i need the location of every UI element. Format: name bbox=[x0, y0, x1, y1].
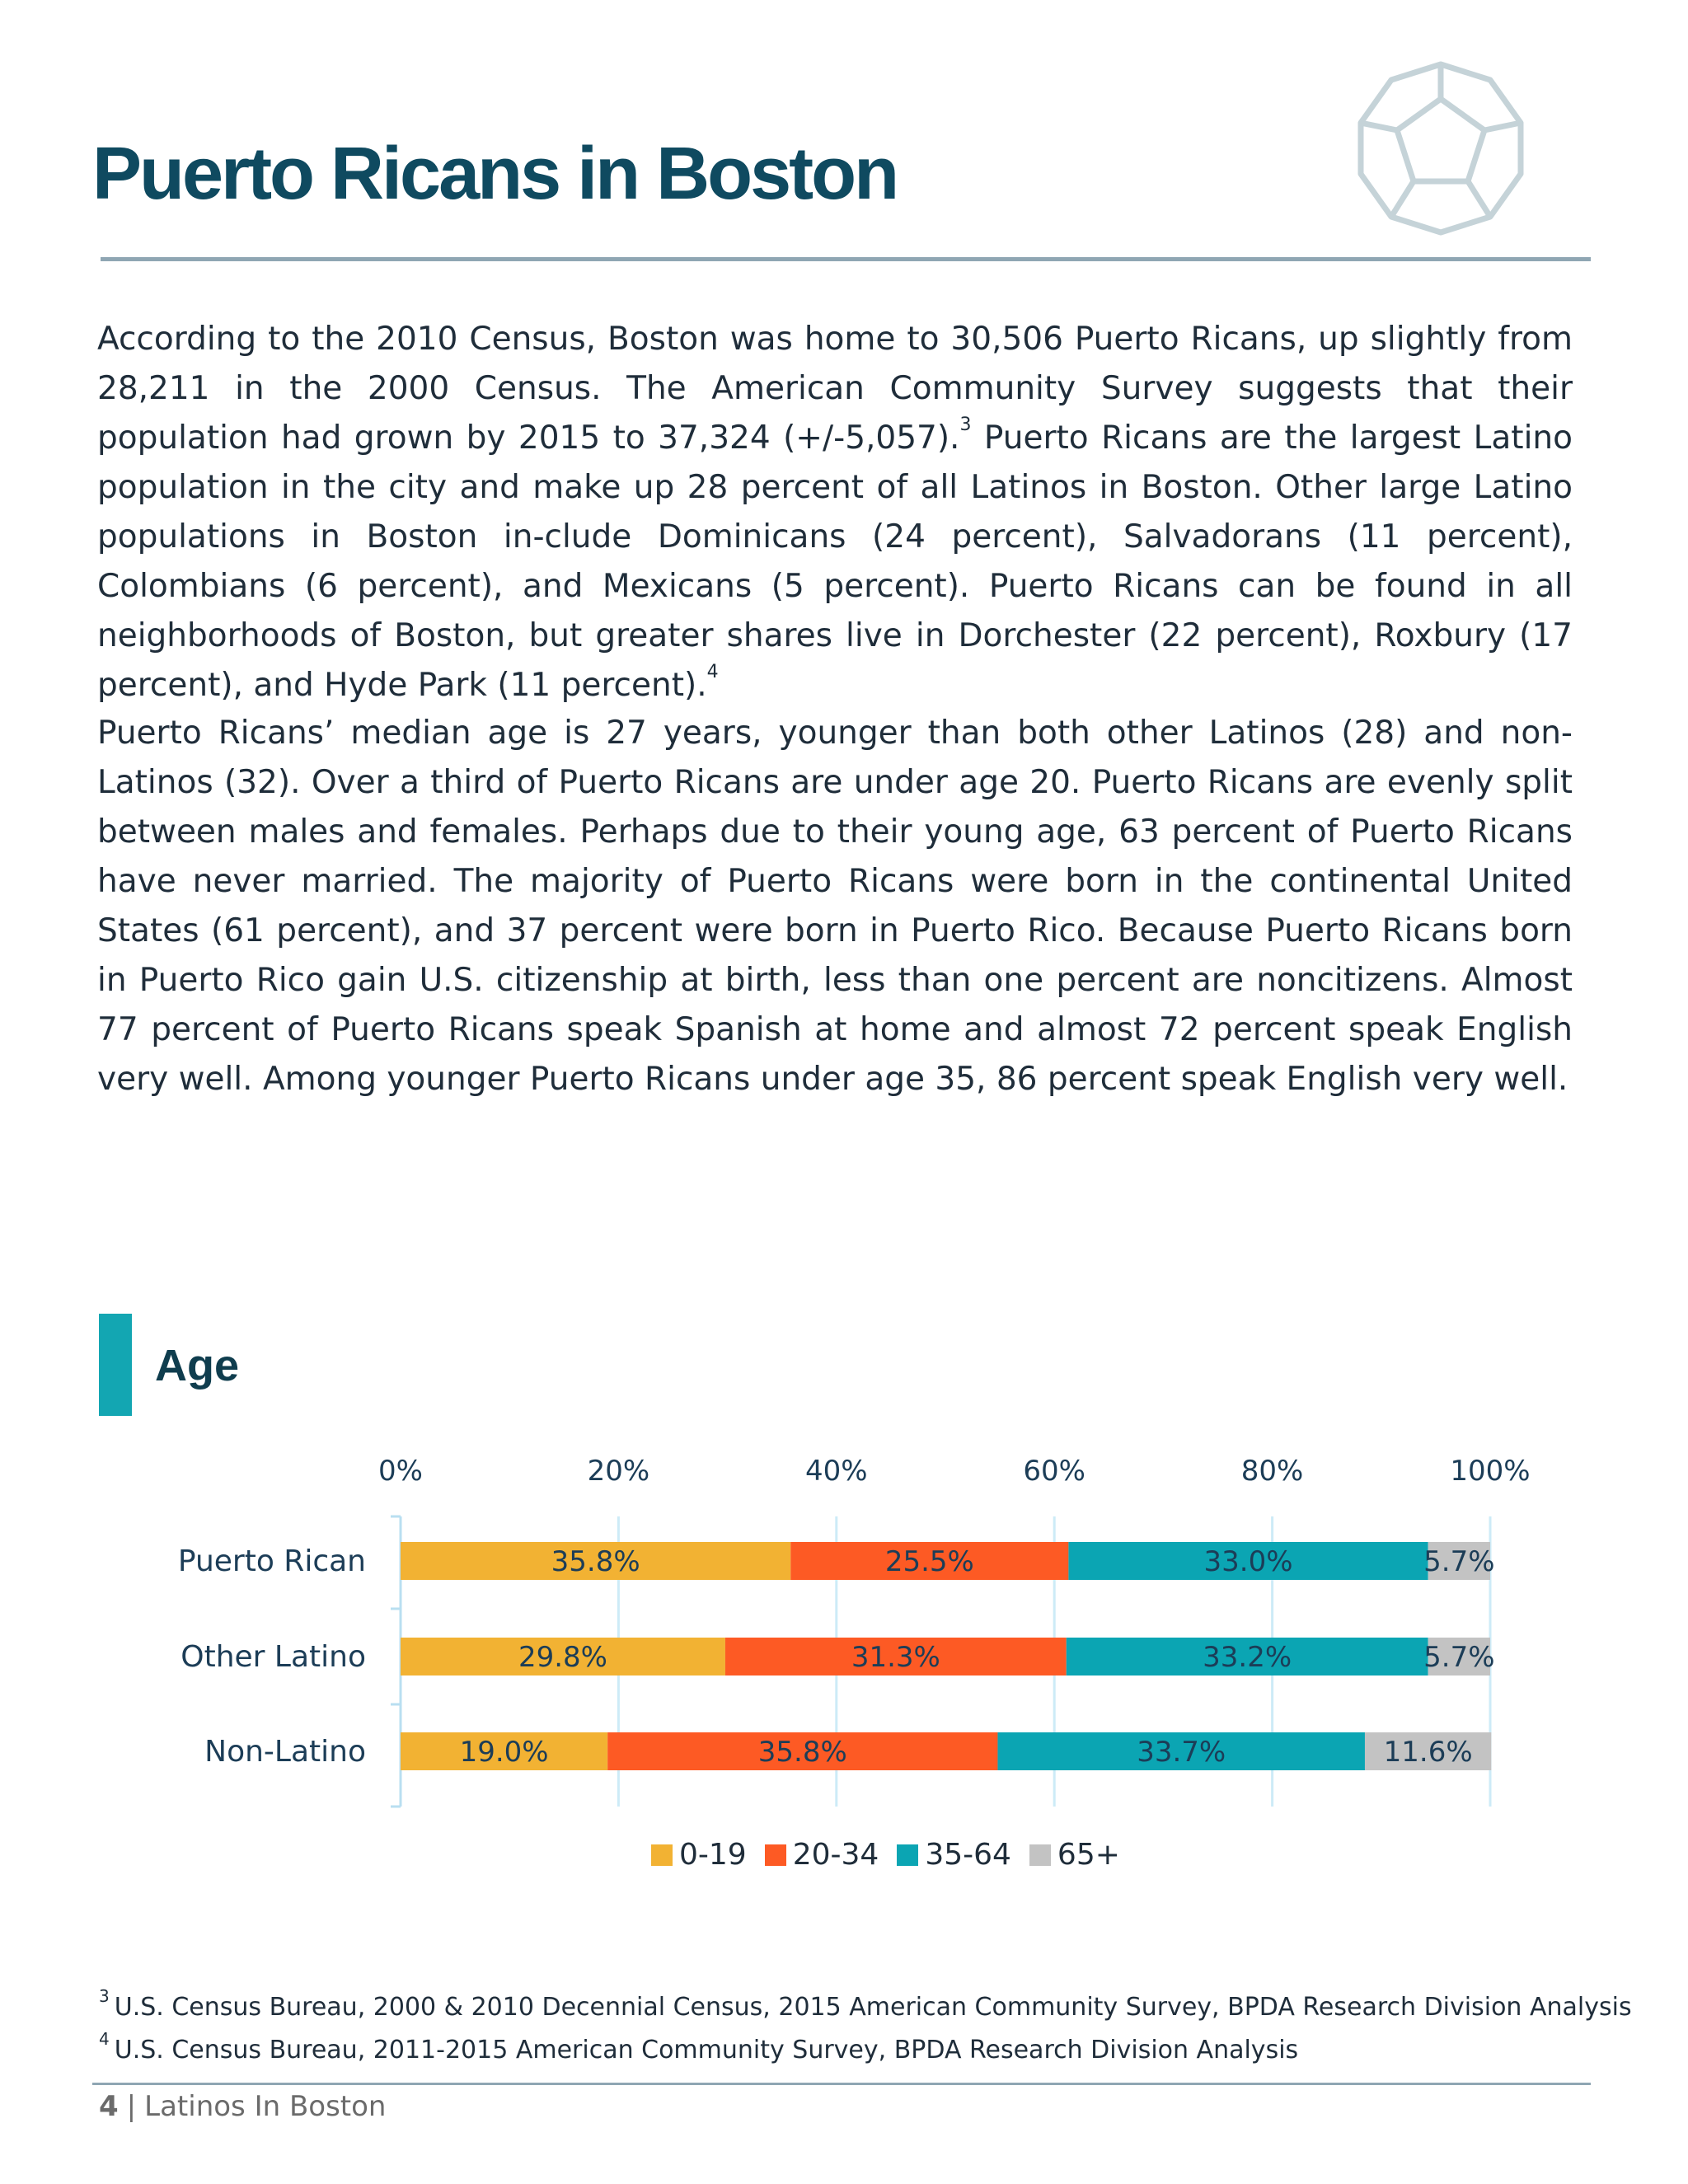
legend-swatch bbox=[1029, 1844, 1051, 1866]
legend-item bbox=[651, 1838, 747, 1872]
data-label: 29.8% bbox=[518, 1641, 607, 1674]
legend-label: 35-64 bbox=[925, 1838, 1011, 1872]
data-label: 33.0% bbox=[1203, 1545, 1293, 1578]
x-tick-label: 20% bbox=[587, 1455, 650, 1488]
x-tick-label: 60% bbox=[1023, 1455, 1085, 1488]
legend-label: 0-19 bbox=[679, 1838, 747, 1872]
category-label: Puerto Rican bbox=[177, 1544, 366, 1578]
legend-item bbox=[765, 1838, 879, 1872]
page-title: Puerto Ricans in Boston bbox=[92, 133, 898, 215]
footnote-ref-4[interactable]: 4 bbox=[706, 662, 719, 682]
intro-text-part2: Puerto Ricans are the largest Latino population in the city and make up 28 percent of all Latinos in Boston. Other large Latino populations in Boston in-clude Dominicans (24 percent), Salvadorans (11 percent), Colombians (6 percent), and Mexicans (5 percent). Puerto Ricans can be found in all neighborhoods of Boston, but greater shares live in Dorchester (22 percent), Roxbury (17 percent), and Hyde Park (11 percent). bbox=[97, 419, 1573, 704]
legend-swatch bbox=[765, 1844, 786, 1866]
data-label: 25.5% bbox=[884, 1545, 974, 1578]
x-tick-label: 40% bbox=[805, 1455, 868, 1488]
legend-swatch bbox=[897, 1844, 918, 1866]
footnotes bbox=[99, 1986, 1632, 2072]
data-label: 11.6% bbox=[1383, 1736, 1473, 1769]
legend-swatch bbox=[651, 1844, 673, 1866]
section-title: Age bbox=[155, 1341, 240, 1390]
legend-label: 65+ bbox=[1057, 1838, 1120, 1872]
footnote-ref-3[interactable]: 3 bbox=[959, 415, 972, 435]
legend-item bbox=[1029, 1838, 1120, 1872]
data-label: 33.2% bbox=[1203, 1641, 1292, 1674]
legend-item bbox=[897, 1838, 1011, 1872]
data-label: 35.8% bbox=[757, 1736, 847, 1769]
footnote: $^3$ U.S. Census Bureau, 2000 & 2010 Decennial Census, 2015 American Community Survey, BPDA Research Division Analysis bbox=[99, 1986, 1632, 2022]
data-label: 31.3% bbox=[851, 1641, 940, 1674]
data-label: 35.8% bbox=[551, 1545, 640, 1578]
age-paragraph: Puerto Ricans’ median age is 27 years, younger than both other Latinos (28) and non-Latinos (32). Over a third of Puerto Ricans are under age 20. Puerto Ricans are evenly split between males and females. Perhaps due to their young age, 63 percent of Puerto Ricans have never married. The majority of Puerto Ricans were born in the continental United States (61 percent), and 37 percent were born in Puerto Rico. Because Puerto Ricans born in Puerto Rico gain U.S. citizenship at birth, less than one percent are noncitizens. Almost 77 percent of Puerto Ricans speak Spanish at home and almost 72 percent speak English very well. Among younger Puerto Ricans under age 35, 86 percent speak English very well. bbox=[97, 715, 1573, 1098]
data-label: 5.7% bbox=[1423, 1641, 1495, 1674]
page-number: 4 bbox=[99, 2090, 119, 2123]
legend-label: 20-34 bbox=[792, 1838, 879, 1872]
x-tick-label: 100% bbox=[1450, 1455, 1531, 1488]
footer-divider bbox=[92, 2083, 1591, 2085]
category-label: Non-Latino bbox=[204, 1735, 366, 1769]
category-label: Other Latino bbox=[181, 1640, 366, 1674]
footnote: $^4$ U.S. Census Bureau, 2011-2015 American Community Survey, BPDA Research Division Analysis bbox=[99, 2029, 1299, 2064]
footer-separator: | bbox=[126, 2090, 137, 2123]
chart-legend bbox=[651, 1838, 1138, 1872]
x-tick-label: 0% bbox=[378, 1455, 423, 1488]
page-footer bbox=[99, 2090, 386, 2123]
data-label: 19.0% bbox=[459, 1736, 549, 1769]
data-label: 5.7% bbox=[1423, 1545, 1495, 1578]
intro-text-part1: According to the 2010 Census, Boston was home to 30,506 Puerto Ricans, up slightly from 28,211 in the 2000 Census. The American Community Survey suggests that their population had grown by 2015 to 37,324 (+/-5,057). bbox=[97, 321, 1573, 457]
x-tick-label: 80% bbox=[1240, 1455, 1304, 1488]
data-label: 33.7% bbox=[1137, 1736, 1226, 1769]
publication-title: Latinos In Boston bbox=[144, 2090, 387, 2123]
